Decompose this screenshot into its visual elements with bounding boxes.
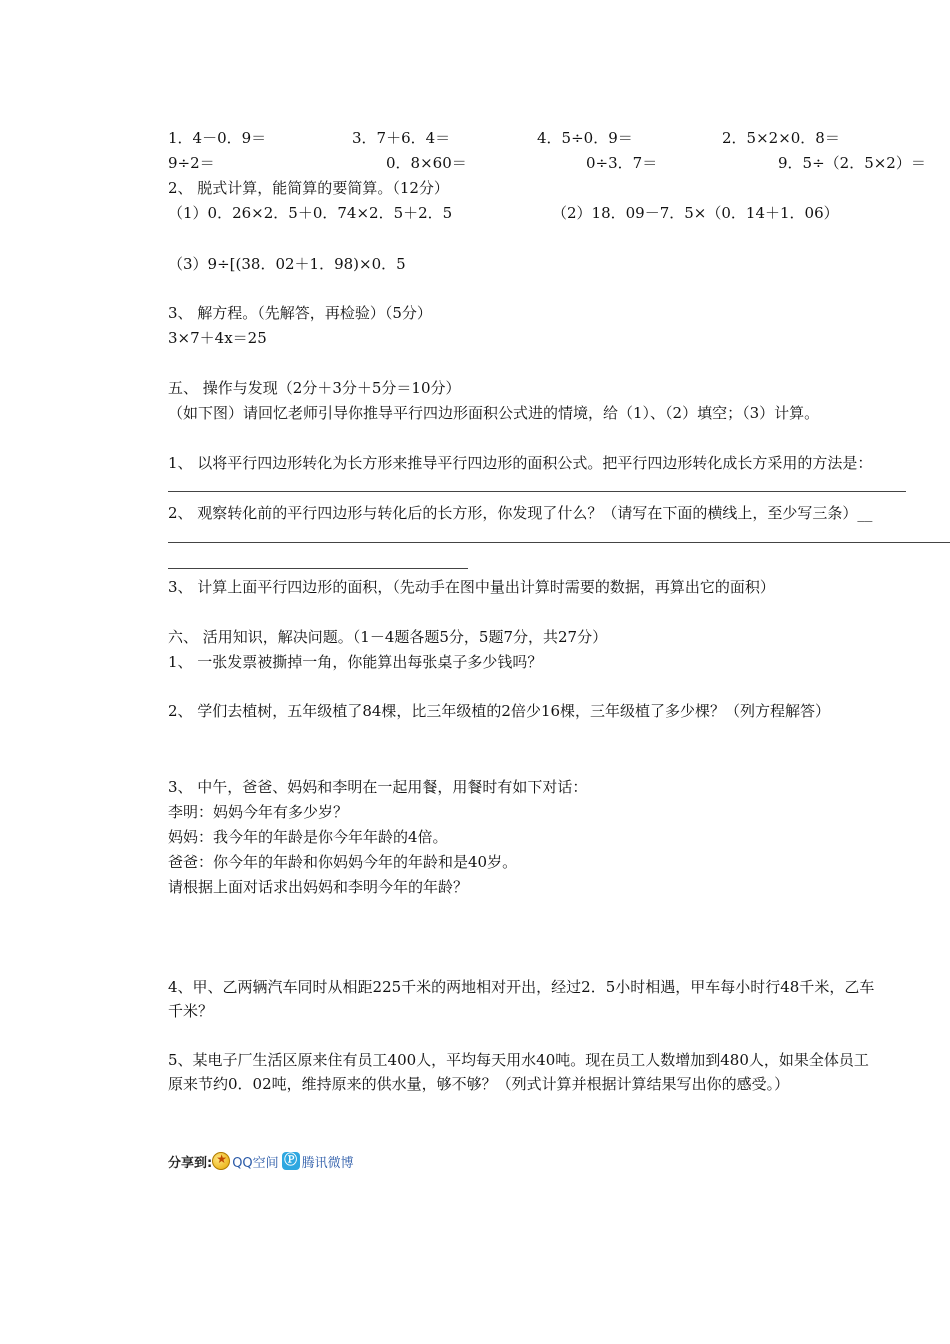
share-bar [168, 1150, 354, 1172]
answer-line [168, 491, 906, 492]
section-heading: 六、 活用知识，解决问题。（1－4题各题5分，5题7分，共27分） [168, 628, 608, 646]
question-heading: 3、 解方程。（先解答，再检验）（5分） [168, 304, 432, 322]
question-text: 2、 学们去植树，五年级植了84棵，比三年级植的2倍少16棵，三年级植了多少棵？（列方程解答） [168, 702, 831, 720]
question-text: 1、 一张发票被撕掉一角，你能算出每张桌子多少钱吗？ [168, 653, 543, 671]
share-qzone-link[interactable]: QQ空间 [232, 1155, 279, 1171]
dialogue-line: 爸爸：你今年的年龄和你妈妈今年的年龄和是40岁。 [168, 853, 518, 871]
calc-item: 1．4－0．9＝ [168, 129, 267, 147]
answer-line [168, 568, 468, 569]
question-text: 1、 以将平行四边形转化为长方形来推导平行四边形的面积公式。把平行四边形转化成长方采用的方法是： [168, 454, 873, 472]
calc-item: 3．7＋6．4＝ [352, 129, 451, 147]
calc-item: 9÷2＝ [168, 154, 215, 172]
problem-item: （1）0．26×2．5＋0．74×2．5＋2．5 [168, 204, 453, 222]
section-heading: 五、 操作与发现（2分＋3分＋5分＝10分） [168, 379, 461, 397]
section-intro: （如下图）请回忆老师引导你推导平行四边形面积公式进的情境，给（1）、（2）填空；（3）计算。 [168, 404, 820, 422]
question-heading: 2、 脱式计算，能简算的要简算。（12分） [168, 179, 449, 197]
equation: 3×7＋4x＝25 [168, 329, 267, 347]
share-weibo-link[interactable]: 腾讯微博 [301, 1155, 354, 1171]
question-text: 原来节约0．02吨，维持原来的供水量，够不够？（列式计算并根据计算结果写出你的感受。） [168, 1075, 790, 1093]
calc-item: 0÷3．7＝ [586, 154, 658, 172]
question-text: 5、某电子厂生活区原来住有员工400人，平均每天用水40吨。现在员工人数增加到480人，如果全体员工 [168, 1051, 869, 1069]
question-text: 2、 观察转化前的平行四边形与转化后的长方形，你发现了什么？（请写在下面的横线上，至少写三条）__ [168, 504, 873, 522]
calc-item: 9．5÷（2．5×2）＝ [778, 154, 926, 172]
question-text: 3、 计算上面平行四边形的面积，（先动手在图中量出计算时需要的数据，再算出它的面积） [168, 578, 775, 596]
question-text: 请根据上面对话求出妈妈和李明今年的年龄？ [168, 878, 469, 896]
qzone-icon[interactable] [212, 1152, 230, 1170]
calc-item: 0．8×60＝ [386, 154, 467, 172]
answer-line [168, 542, 950, 543]
problem-item: （3）9÷[(38．02＋1．98)×0．5 [168, 255, 406, 273]
question-text: 千米？ [168, 1002, 214, 1020]
share-label: 分享到: [168, 1155, 213, 1171]
calc-item: 4．5÷0．9＝ [537, 129, 633, 147]
question-text: 4、甲、乙两辆汽车同时从相距225千米的两地相对开出，经过2．5小时相遇，甲车每小时行48千米，乙车 [168, 978, 875, 996]
problem-item: （2）18．09－7．5×（0．14＋1．06） [552, 204, 839, 222]
calc-item: 2．5×2×0．8＝ [722, 129, 840, 147]
tencent-weibo-icon[interactable]: Ⓟ [282, 1152, 300, 1170]
question-text: 3、 中午，爸爸、妈妈和李明在一起用餐，用餐时有如下对话： [168, 778, 588, 796]
dialogue-line: 李明：妈妈今年有多少岁？ [168, 803, 349, 821]
dialogue-line: 妈妈：我今年的年龄是你今年年龄的4倍。 [168, 828, 448, 846]
